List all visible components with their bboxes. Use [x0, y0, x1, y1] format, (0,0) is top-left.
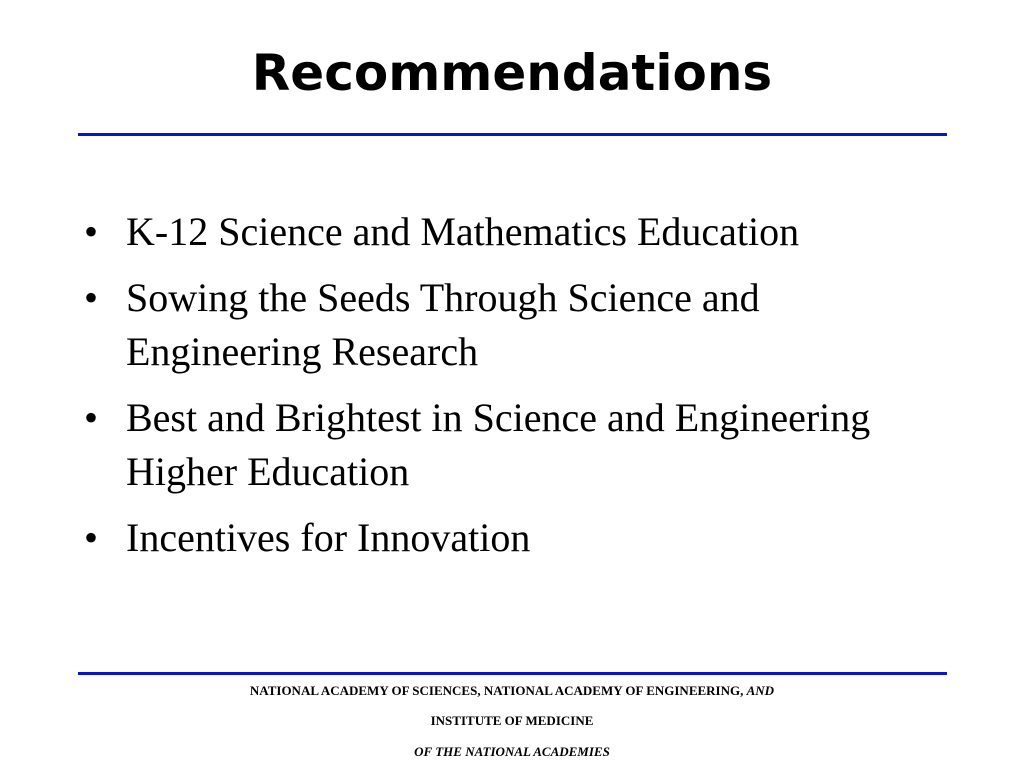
bullet-icon: • — [84, 395, 99, 440]
bullet-icon: • — [84, 275, 99, 320]
bullet-item — [84, 205, 944, 259]
bullet-item — [84, 391, 944, 499]
slide-title: Recommendations — [251, 44, 773, 102]
bullet-item — [84, 271, 944, 379]
bullet-item — [84, 511, 944, 565]
bullet-icon: • — [84, 209, 99, 254]
top-divider — [78, 133, 947, 136]
footer-line-1 — [0, 683, 1024, 699]
bullet-list — [84, 205, 944, 577]
footer-line-2: INSTITUTE OF MEDICINE — [430, 713, 594, 728]
bullet-icon: • — [84, 515, 99, 560]
footer-and: AND — [746, 683, 775, 698]
bullet-text: Sowing the Seeds Through Science and Engineering Research — [126, 275, 760, 374]
bullet-text: Incentives for Innovation — [126, 515, 531, 560]
footer-academies: NATIONAL ACADEMY OF SCIENCES, NATIONAL ACADEMY OF ENGINEERING, — [249, 683, 744, 698]
bullet-text: Best and Brightest in Science and Engineering Higher Education — [126, 395, 871, 494]
bullet-text: K-12 Science and Mathematics Education — [126, 209, 800, 254]
footer-line-3: OF THE NATIONAL ACADEMIES — [414, 744, 610, 759]
bottom-divider — [78, 672, 947, 675]
